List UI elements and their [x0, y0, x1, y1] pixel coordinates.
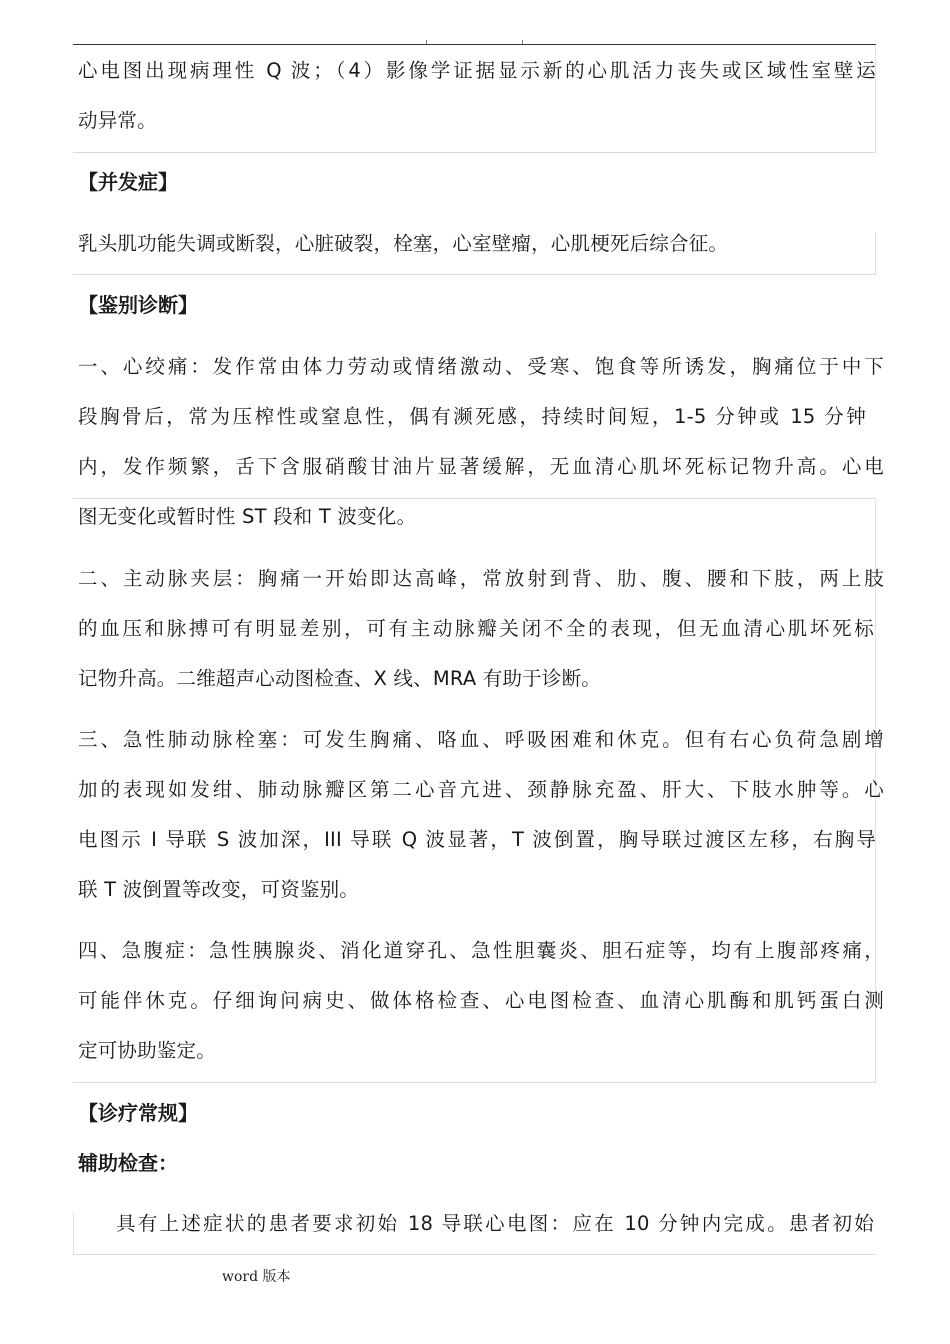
- paragraph-line: 乳头肌功能失调或断裂，心脏破裂，栓塞，心室壁瘤，心肌梗死后综合征。: [78, 232, 729, 255]
- paragraph-line: 记物升高。二维超声心动图检查、X 线、MRA 有助于诊断。: [78, 667, 601, 690]
- divider: [73, 498, 876, 499]
- subheading-aux-exam: 辅助检查：: [78, 1151, 178, 1175]
- paragraph-line: 加的表现如发绀、肺动脉瓣区第二心音亢进、颈静脉充盈、肝大、下肢水肿等。心: [78, 778, 884, 801]
- paragraph-line: 段胸骨后，常为压榨性或窒息性，偶有濒死感，持续时间短，1-5 分钟或 15 分钟: [78, 405, 866, 428]
- paragraph-line: 定可协助鉴定。: [78, 1039, 216, 1062]
- margin-rule: [73, 1212, 74, 1254]
- paragraph-line: 联 T 波倒置等改变，可资鉴别。: [78, 878, 360, 901]
- paragraph-line: 动异常。: [78, 109, 157, 132]
- header-tick: [522, 40, 523, 44]
- paragraph-line: 可能伴休克。仔细询问病史、做体格检查、心电图检查、血清心肌酶和肌钙蛋白测: [78, 989, 884, 1012]
- section-heading-routine: 【诊疗常规】: [78, 1101, 198, 1125]
- page-footer: word 版本: [222, 1269, 291, 1285]
- paragraph-line: 三、急性肺动脉栓塞：可发生胸痛、咯血、呼吸困难和休克。但有右心负荷急剧增: [78, 728, 884, 751]
- divider: [73, 152, 876, 153]
- paragraph-line: 心电图出现病理性 Q 波；（4）影像学证据显示新的心肌活力丧失或区域性室壁运: [78, 59, 876, 82]
- header-tick: [426, 40, 427, 44]
- divider: [73, 1082, 876, 1083]
- divider: [73, 1254, 876, 1255]
- paragraph-line: 电图示 I 导联 S 波加深，III 导联 Q 波显著，T 波倒置，胸导联过渡区左移，右胸导: [78, 828, 876, 851]
- paragraph-line: 的血压和脉搏可有明显差别，可有主动脉瓣关闭不全的表现，但无血清心肌坏死标: [78, 617, 874, 640]
- paragraph-line: 图无变化或暂时性 ST 段和 T 波变化。: [78, 505, 417, 528]
- section-heading-complications: 【并发症】: [78, 170, 178, 194]
- paragraph-line: 具有上述症状的患者要求初始 18 导联心电图：应在 10 分钟内完成。患者初始: [116, 1212, 874, 1235]
- paragraph-line: 内，发作频繁，舌下含服硝酸甘油片显著缓解，无血清心肌坏死标记物升高。心电: [78, 455, 884, 478]
- divider: [73, 274, 876, 275]
- header-rule: [73, 44, 876, 45]
- paragraph-line: 四、急腹症：急性胰腺炎、消化道穿孔、急性胆囊炎、胆石症等，均有上腹部疼痛，: [78, 939, 884, 962]
- paragraph-line: 一、心绞痛：发作常由体力劳动或情绪激动、受寒、饱食等所诱发，胸痛位于中下: [78, 355, 884, 378]
- paragraph-line: 二、主动脉夹层：胸痛一开始即达高峰，常放射到背、肋、腹、腰和下肢，两上肢: [78, 567, 884, 590]
- section-heading-differential: 【鉴别诊断】: [78, 293, 198, 317]
